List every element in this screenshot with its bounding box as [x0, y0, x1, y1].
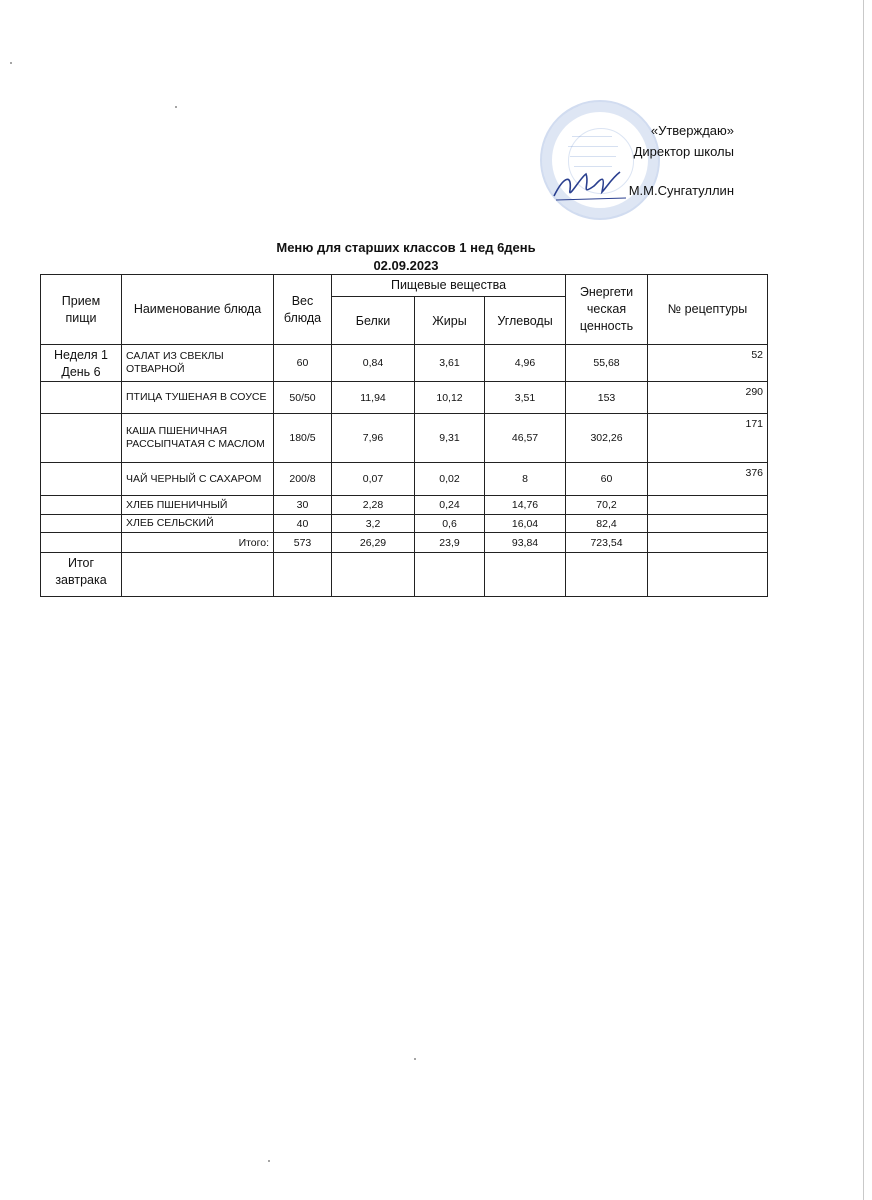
- header-fats: Жиры: [415, 297, 485, 345]
- dish-carbs: 4,96: [485, 345, 566, 382]
- scan-speck: [175, 106, 177, 108]
- dish-carbs: 14,76: [485, 496, 566, 515]
- header-weight: Вес блюда: [274, 275, 332, 345]
- dish-recipe: 376: [648, 463, 768, 496]
- table-row: [41, 463, 768, 496]
- total-energy: 723,54: [566, 533, 648, 553]
- dish-fats: 0,6: [415, 515, 485, 533]
- dish-weight: 180/5: [274, 414, 332, 463]
- scan-speck: [10, 62, 12, 64]
- table-row: [41, 496, 768, 515]
- page-edge-line: [863, 0, 864, 1200]
- header-carbs: Углеводы: [485, 297, 566, 345]
- menu-date: 02.09.2023: [373, 258, 439, 273]
- dish-proteins: 0,07: [332, 463, 415, 496]
- director-name: М.М.Сунгатуллин: [628, 183, 734, 198]
- breakfast-total-label: Итог завтрака: [41, 553, 122, 597]
- dish-energy: 60: [566, 463, 648, 496]
- dish-weight: 60: [274, 345, 332, 382]
- dish-fats: 10,12: [415, 382, 485, 414]
- dish-recipe: [648, 515, 768, 533]
- dish-energy: 70,2: [566, 496, 648, 515]
- dish-weight: 40: [274, 515, 332, 533]
- dish-recipe: 171: [648, 414, 768, 463]
- dish-proteins: 7,96: [332, 414, 415, 463]
- dish-name: ХЛЕБ ПШЕНИЧНЫЙ: [122, 496, 274, 515]
- table-row: [41, 414, 768, 463]
- header-proteins: Белки: [332, 297, 415, 345]
- dish-fats: 0,24: [415, 496, 485, 515]
- dish-fats: 0,02: [415, 463, 485, 496]
- meal-label: Неделя 1 День 6: [41, 345, 122, 382]
- table-row: [41, 382, 768, 414]
- table-row: [41, 515, 768, 533]
- dish-carbs: 16,04: [485, 515, 566, 533]
- header-energy: Энергети ческая ценность: [566, 275, 648, 345]
- dish-proteins: 3,2: [332, 515, 415, 533]
- dish-recipe: [648, 496, 768, 515]
- scan-speck: [414, 1058, 416, 1060]
- total-proteins: 26,29: [332, 533, 415, 553]
- dish-name: ЧАЙ ЧЕРНЫЙ С САХАРОМ: [122, 463, 274, 496]
- approval-title: «Утверждаю»: [650, 123, 734, 138]
- dish-name: ХЛЕБ СЕЛЬСКИЙ: [122, 515, 274, 533]
- dish-weight: 50/50: [274, 382, 332, 414]
- dish-weight: 200/8: [274, 463, 332, 496]
- dish-fats: 9,31: [415, 414, 485, 463]
- dish-energy: 55,68: [566, 345, 648, 382]
- scan-speck: [268, 1160, 270, 1162]
- header-meal: Прием пищи: [41, 275, 122, 345]
- dish-fats: 3,61: [415, 345, 485, 382]
- menu-table: [40, 274, 768, 597]
- dish-recipe: 52: [648, 345, 768, 382]
- director-signature: [550, 166, 630, 206]
- approval-block: [540, 100, 740, 230]
- dish-weight: 30: [274, 496, 332, 515]
- dish-energy: 82,4: [566, 515, 648, 533]
- dish-energy: 302,26: [566, 414, 648, 463]
- dish-name: КАША ПШЕНИЧНАЯ РАССЫПЧАТАЯ С МАСЛОМ: [122, 414, 274, 463]
- total-fats: 23,9: [415, 533, 485, 553]
- header-dish: Наименование блюда: [122, 275, 274, 345]
- header-nutrients: Пищевые вещества: [332, 275, 566, 297]
- dish-name: САЛАТ ИЗ СВЕКЛЫ ОТВАРНОЙ: [122, 345, 274, 382]
- director-position: Директор школы: [633, 144, 734, 159]
- dish-recipe: 290: [648, 382, 768, 414]
- dish-energy: 153: [566, 382, 648, 414]
- dish-proteins: 11,94: [332, 382, 415, 414]
- footer-row: [41, 553, 768, 597]
- total-weight: 573: [274, 533, 332, 553]
- dish-proteins: 2,28: [332, 496, 415, 515]
- dish-proteins: 0,84: [332, 345, 415, 382]
- menu-title: Меню для старших классов 1 нед 6день: [276, 240, 536, 255]
- dish-name: ПТИЦА ТУШЕНАЯ В СОУСЕ: [122, 382, 274, 414]
- dish-carbs: 46,57: [485, 414, 566, 463]
- total-row: [41, 533, 768, 553]
- table-row: [41, 345, 768, 382]
- total-carbs: 93,84: [485, 533, 566, 553]
- dish-carbs: 8: [485, 463, 566, 496]
- dish-carbs: 3,51: [485, 382, 566, 414]
- total-label: Итого:: [122, 533, 274, 553]
- header-recipe: № рецептуры: [648, 275, 768, 345]
